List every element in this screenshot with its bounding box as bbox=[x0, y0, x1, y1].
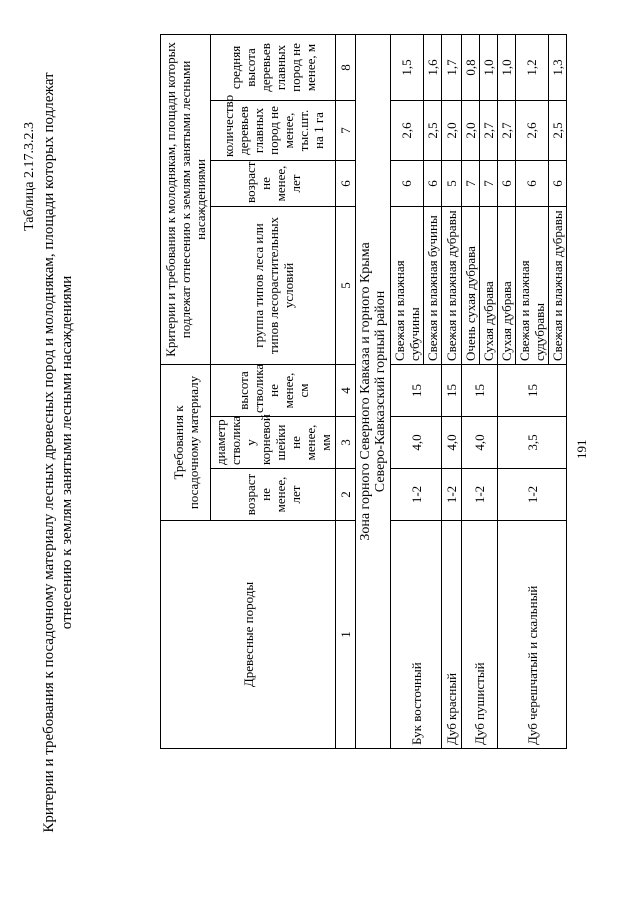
header-p-height: высота стволика не менее, см bbox=[211, 364, 336, 416]
y-height-cell bbox=[462, 34, 498, 100]
column-number: 5 bbox=[336, 206, 356, 364]
species-cell: Дуб пушистый bbox=[462, 521, 498, 749]
p-height-cell: 15 bbox=[498, 364, 567, 416]
species-cell: Дуб красный bbox=[442, 521, 462, 749]
table-row bbox=[498, 34, 567, 748]
header-row-1 bbox=[161, 34, 211, 748]
y-height: 1,5 bbox=[391, 35, 424, 100]
p-height-cell: 15 bbox=[391, 364, 442, 416]
forest-type: Сухая дубрава bbox=[481, 281, 496, 361]
y-age: 6 bbox=[391, 161, 424, 206]
header-y-age: возраст не менее, лет bbox=[211, 160, 336, 206]
y-age-cell bbox=[391, 160, 442, 206]
y-count: 2,6 bbox=[391, 101, 424, 160]
y-count: 2,5 bbox=[425, 122, 440, 139]
column-number: 7 bbox=[336, 100, 356, 160]
table-row bbox=[462, 34, 498, 748]
column-number: 2 bbox=[336, 469, 356, 521]
species-cell: Дуб черешчатый и скальный bbox=[498, 521, 567, 749]
column-number: 3 bbox=[336, 417, 356, 469]
y-height: 1,3 bbox=[550, 59, 565, 76]
y-count: 2,5 bbox=[550, 122, 565, 139]
header-planting-group: Требования к посадочному материалу bbox=[161, 364, 211, 520]
table-row bbox=[442, 34, 462, 748]
p-diam-cell: 3,5 bbox=[498, 417, 567, 469]
y-height-cell bbox=[498, 34, 567, 100]
header-young-group: Критерии и требования к молоднякам, площади которых подлежат отнесению к землям занятыми лесными насаждениями bbox=[161, 34, 211, 364]
y-age: 6 bbox=[550, 180, 565, 187]
header-species: Древесные породы bbox=[161, 521, 336, 749]
p-height-cell: 15 bbox=[442, 364, 462, 416]
y-age: 7 bbox=[481, 180, 496, 187]
forest-type: Свежая и влажная субучины bbox=[391, 207, 424, 364]
y-age: 7 bbox=[462, 161, 480, 206]
y-height: 0,8 bbox=[462, 35, 480, 100]
p-diam-cell: 4,0 bbox=[462, 417, 498, 469]
y-height: 1,2 bbox=[516, 35, 549, 100]
y-count-cell bbox=[391, 100, 442, 160]
column-number: 1 bbox=[336, 521, 356, 749]
y-age: 6 bbox=[498, 161, 516, 206]
y-count-cell bbox=[462, 100, 498, 160]
page-number: 191 bbox=[574, 439, 589, 459]
y-count: 2,0 bbox=[462, 101, 480, 160]
header-y-count: количество деревьев главных пород не менее, тыс.шт. на 1 га bbox=[211, 100, 336, 160]
y-height: 1,0 bbox=[481, 59, 496, 76]
table-row bbox=[391, 34, 442, 748]
y-count: 2,0 bbox=[442, 100, 462, 160]
y-count: 2,7 bbox=[481, 122, 496, 139]
column-number: 8 bbox=[336, 34, 356, 100]
y-age-cell bbox=[498, 160, 567, 206]
y-height: 1,7 bbox=[442, 34, 462, 100]
y-age: 6 bbox=[425, 180, 440, 187]
zone-line-2: Северо-Кавказский горный район bbox=[373, 290, 388, 493]
p-age-cell: 1-2 bbox=[462, 469, 498, 521]
zone-line-1: Зона горного Северного Кавказа и горного Крыма bbox=[358, 242, 373, 541]
header-y-height: средняя высота деревьев главных пород не менее, м bbox=[211, 34, 336, 100]
column-numbers-row bbox=[336, 34, 356, 748]
p-height-cell: 15 bbox=[462, 364, 498, 416]
y-height: 1,6 bbox=[425, 59, 440, 76]
p-age-cell: 1-2 bbox=[498, 469, 567, 521]
y-count: 2,6 bbox=[516, 101, 549, 160]
zone-row bbox=[356, 34, 391, 748]
column-number: 4 bbox=[336, 364, 356, 416]
header-y-group: группа типов леса или типов лесорастительных условий bbox=[211, 206, 336, 364]
zone-heading bbox=[356, 34, 391, 748]
y-count: 2,7 bbox=[498, 101, 516, 160]
forest-type: Свежая и влажная бучины bbox=[425, 215, 440, 361]
forest-type-cell bbox=[391, 206, 442, 364]
p-age-cell: 1-2 bbox=[391, 469, 442, 521]
y-age: 6 bbox=[516, 161, 549, 206]
forest-type: Сухая дубрава bbox=[498, 207, 516, 364]
forest-type-cell bbox=[462, 206, 498, 364]
y-age: 5 bbox=[442, 160, 462, 206]
header-p-diam: диаметр стволика у корневой шейки не менее, мм bbox=[211, 417, 336, 469]
page-title: Критерии и требования к посадочному материалу лесных древесных пород и молоднякам, площади которых подлежат отнесению к землям занятыми лесными насаждениями bbox=[41, 72, 75, 833]
forest-type: Свежая и влажная судубравы bbox=[516, 207, 549, 364]
y-count-cell bbox=[498, 100, 567, 160]
column-number: 6 bbox=[336, 160, 356, 206]
forest-type: Свежая и влажная дубравы bbox=[550, 210, 565, 361]
header-p-age: возраст не менее, лет bbox=[211, 469, 336, 521]
y-height-cell bbox=[391, 34, 442, 100]
criteria-table bbox=[160, 34, 567, 749]
species-cell: Бук восточный bbox=[391, 521, 442, 749]
forest-type-cell bbox=[498, 206, 567, 364]
p-diam-cell: 4,0 bbox=[391, 417, 442, 469]
p-age-cell: 1-2 bbox=[442, 469, 462, 521]
table-caption: Таблица 2.17.3.2.3 bbox=[22, 122, 37, 231]
y-age-cell bbox=[462, 160, 498, 206]
y-height: 1,0 bbox=[498, 35, 516, 100]
forest-type: Очень сухая дубрава bbox=[462, 207, 480, 364]
forest-type: Свежая и влажная дубравы bbox=[442, 206, 462, 364]
p-diam-cell: 4,0 bbox=[442, 417, 462, 469]
